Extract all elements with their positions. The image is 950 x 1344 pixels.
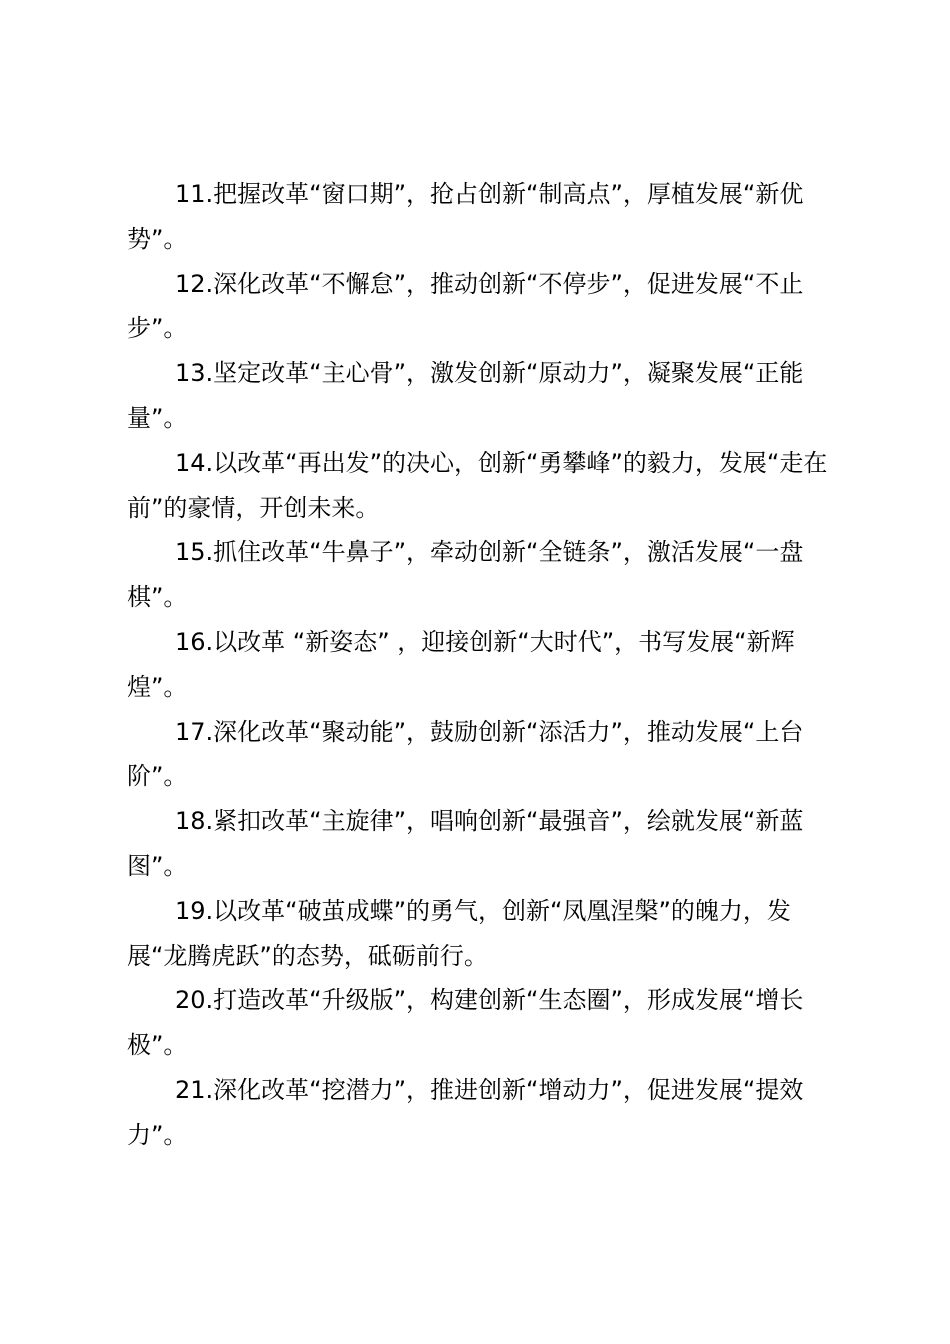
- paragraph-13: 13.坚定改革“主心骨”，激发创新“原动力”，凝聚发展“正能量”。: [127, 359, 804, 432]
- paragraph-14: 14.以改革“再出发”的决心，创新“勇攀峰”的毅力，发展“走在前”的豪情，开创未来。: [127, 448, 828, 522]
- paragraph-15: 15.抓住改革“牛鼻子”，牵动创新“全链条”，激活发展“一盘棋”。: [127, 538, 804, 612]
- paragraph-20: 20.打造改革“升级版”，构建创新“生态圈”，形成发展“增长极”。: [127, 986, 804, 1060]
- paragraph-11: 11.把握改革“窗口期”，抢占创新“制高点”，厚植发展“新优势”。: [127, 180, 804, 253]
- paragraph-17: 17.深化改革“聚动能”，鼓励创新“添活力”，推动发展“上台阶”。: [127, 717, 804, 791]
- paragraph-21: 21.深化改革“挖潜力”，推进创新“增动力”，促进发展“提效力”。: [127, 1075, 804, 1149]
- paragraph-16: 16.以改革 “新姿态” ，迎接创新“大时代”，书写发展“新辉煌”。: [127, 627, 795, 701]
- paragraph-18: 18.紧扣改革“主旋律”，唱响创新“最强音”，绘就发展“新蓝图”。: [127, 807, 804, 880]
- paragraph-12: 12.深化改革“不懈怠”，推动创新“不停步”，促进发展“不止步”。: [127, 269, 804, 343]
- document-body: [127, 172, 839, 1158]
- paragraph-19: 19.以改革“破茧成蝶”的勇气，创新“凤凰涅槃”的魄力，发展“龙腾虎跃”的态势，砥砺前行。: [127, 896, 791, 970]
